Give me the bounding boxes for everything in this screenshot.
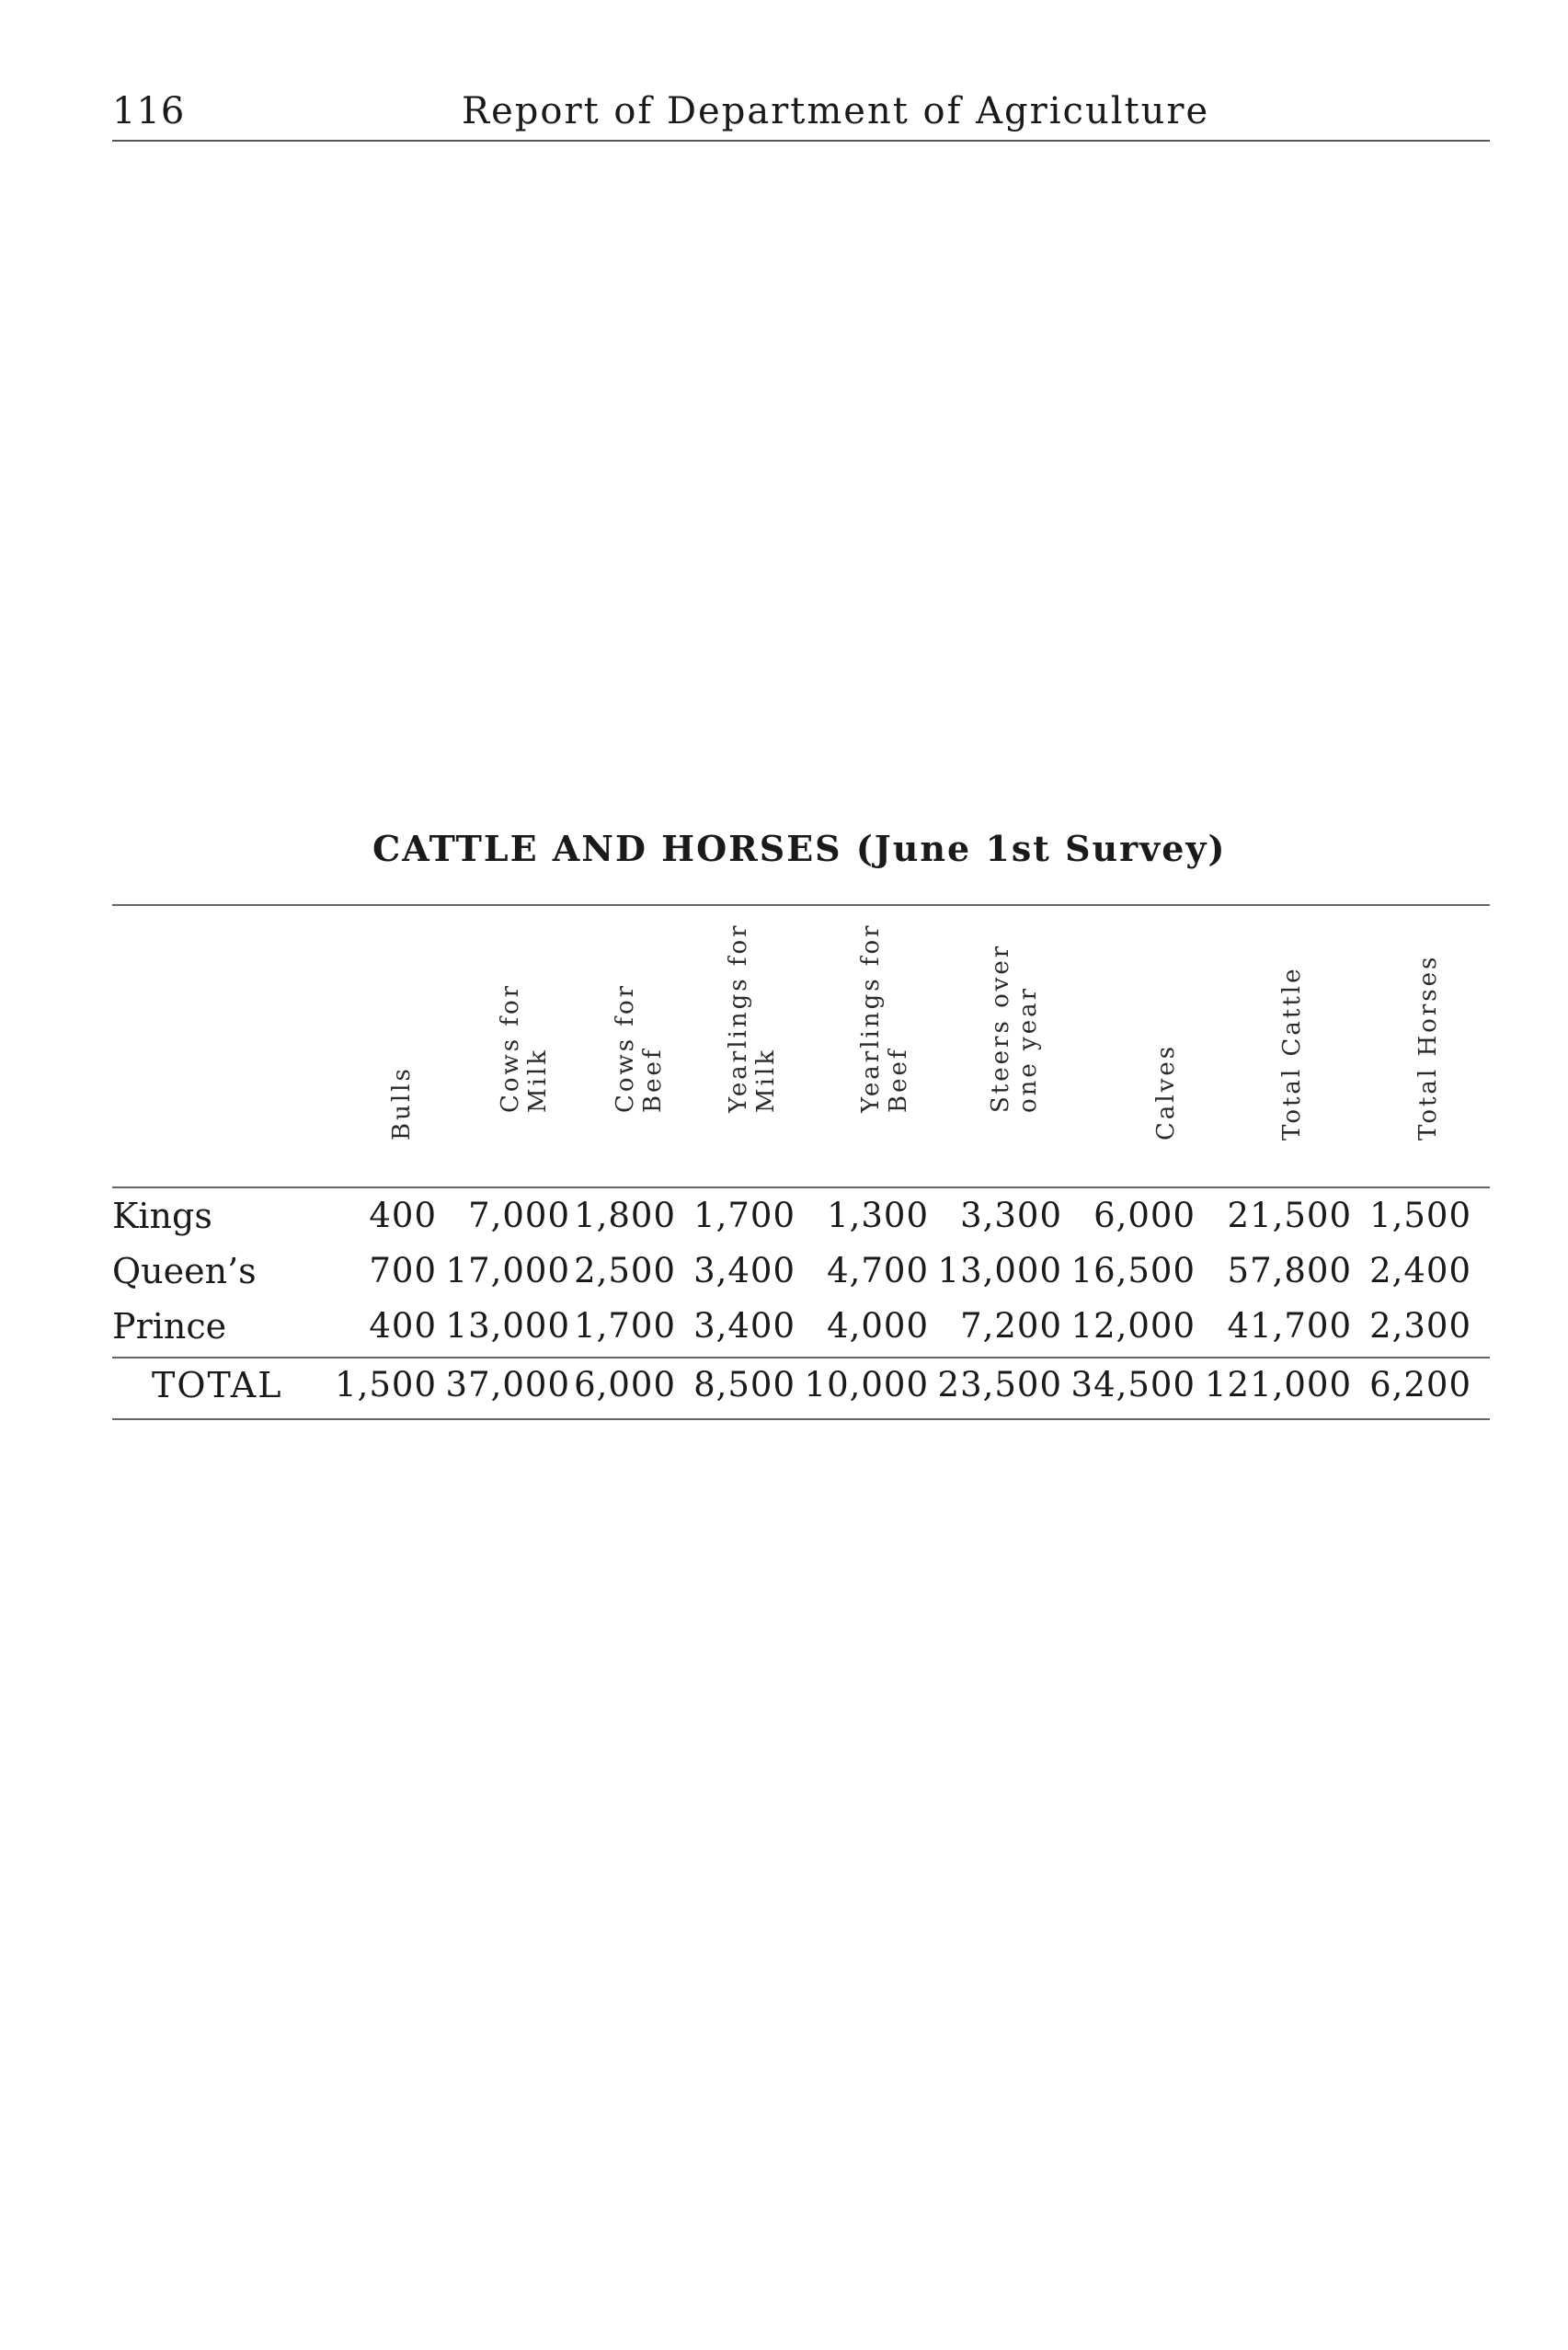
table-cell: 400 <box>369 1196 437 1235</box>
table-cell: 7,200 <box>960 1306 1062 1346</box>
table-row <box>0 1306 1568 1358</box>
table-cell: 34,500 <box>1070 1365 1196 1404</box>
table-cell: 121,000 <box>1205 1365 1353 1404</box>
table-cell: 16,500 <box>1070 1251 1196 1290</box>
column-header-line: one year <box>1014 985 1042 1113</box>
table-cell: 1,500 <box>335 1365 437 1404</box>
column-header <box>1396 920 1460 1168</box>
row-label: Queen’s <box>112 1251 257 1291</box>
table-cell: 7,000 <box>468 1196 570 1235</box>
table-cell: 8,500 <box>693 1365 795 1404</box>
column-header-line: Total Horses <box>1414 954 1442 1141</box>
page-header <box>112 90 1492 145</box>
column-header-line: Milk <box>752 1047 780 1113</box>
table-cell: 4,000 <box>827 1306 929 1346</box>
table-cell: 700 <box>369 1251 437 1290</box>
table-cell: 23,500 <box>937 1365 1062 1404</box>
table-bottom-rule <box>112 1418 1490 1420</box>
table-cell: 57,800 <box>1227 1251 1352 1290</box>
table-cell: 3,400 <box>693 1251 795 1290</box>
table-cell: 1,800 <box>574 1196 676 1235</box>
column-header <box>370 920 434 1168</box>
column-header-line: Cows for <box>612 982 639 1113</box>
total-row <box>0 1365 1568 1416</box>
column-header-line: Total Cattle <box>1278 966 1306 1141</box>
column-header-line: Beef <box>885 1047 912 1113</box>
running-title: Report of Department of Agriculture <box>462 90 1210 132</box>
column-header-line: Steers over <box>987 943 1014 1113</box>
table-cell: 21,500 <box>1227 1196 1352 1235</box>
table-cell: 2,500 <box>574 1251 676 1290</box>
header-bottom-rule <box>112 1186 1490 1188</box>
column-header-line: Yearlings for <box>857 923 885 1113</box>
column-header <box>607 920 671 1168</box>
column-header-line: Calves <box>1152 1043 1180 1141</box>
table-cell: 2,400 <box>1369 1251 1471 1290</box>
column-header <box>492 920 556 1168</box>
table-cell: 4,700 <box>827 1251 929 1290</box>
table-row <box>0 1251 1568 1302</box>
table-cell: 400 <box>369 1306 437 1346</box>
table-cell: 41,700 <box>1227 1306 1352 1346</box>
page-number: 116 <box>112 90 186 132</box>
table-cell: 2,300 <box>1369 1306 1471 1346</box>
table-cell: 1,300 <box>827 1196 929 1235</box>
table-cell: 6,000 <box>1093 1196 1196 1235</box>
column-header <box>1134 920 1198 1168</box>
table-cell: 6,200 <box>1369 1365 1471 1404</box>
table-cell: 1,500 <box>1369 1196 1471 1235</box>
table-cell: 10,000 <box>804 1365 929 1404</box>
column-header-line: Cows for <box>497 982 524 1113</box>
table-cell: 3,300 <box>960 1196 1062 1235</box>
column-header-line: Beef <box>639 1047 667 1113</box>
table-cell: 12,000 <box>1070 1306 1196 1346</box>
table-row <box>0 1196 1568 1247</box>
table-cell: 3,400 <box>693 1306 795 1346</box>
table-cell: 37,000 <box>445 1365 570 1404</box>
table-cell: 13,000 <box>445 1306 570 1346</box>
table-top-rule <box>112 904 1490 906</box>
total-rule <box>112 1357 1490 1358</box>
table-title: CATTLE AND HORSES (June 1st Survey) <box>372 828 1227 869</box>
table-cell: 1,700 <box>574 1306 676 1346</box>
table-cell: 6,000 <box>574 1365 676 1404</box>
header-rule <box>112 140 1490 142</box>
row-label: Kings <box>112 1196 212 1236</box>
column-header <box>982 920 1047 1168</box>
column-header-line: Yearlings for <box>725 923 752 1113</box>
column-header <box>720 920 784 1168</box>
column-header <box>853 920 917 1168</box>
column-header-line: Milk <box>524 1047 552 1113</box>
table-cell: 17,000 <box>445 1251 570 1290</box>
row-label: TOTAL <box>152 1365 283 1405</box>
row-label: Prince <box>112 1306 227 1347</box>
column-header-line: Bulls <box>388 1066 416 1141</box>
table-cell: 13,000 <box>937 1251 1062 1290</box>
column-header <box>1260 920 1324 1168</box>
table-cell: 1,700 <box>693 1196 795 1235</box>
